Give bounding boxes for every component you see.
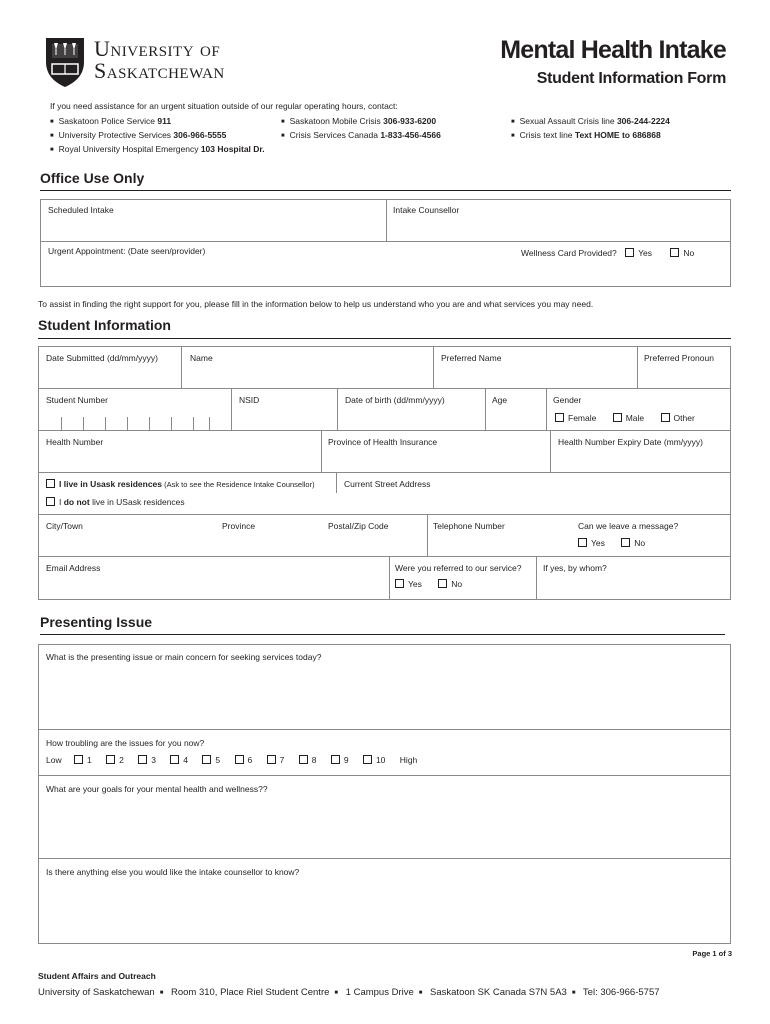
goals-question[interactable]: What are your goals for your mental health and wellness?? — [46, 784, 268, 794]
other-label: Other — [673, 413, 695, 423]
scale-9-checkbox[interactable] — [331, 755, 340, 764]
university-name-line2: Saskatchewan — [94, 58, 225, 83]
gender-female-checkbox[interactable] — [555, 413, 564, 422]
presenting-issue-heading: Presenting Issue — [40, 614, 153, 630]
female-label: Female — [568, 413, 597, 423]
divider — [38, 430, 731, 431]
divider — [38, 729, 731, 730]
footer-item: Saskatoon SK Canada S7N 5A3 — [430, 987, 567, 998]
digit-tick — [61, 417, 62, 430]
anything-else-question[interactable]: Is there anything else you would like the intake counsellor to know? — [46, 867, 300, 877]
not-live-post: live in USask residences — [89, 497, 185, 507]
health-expiry-field[interactable]: Health Number Expiry Date (mm/yyyy) — [558, 437, 704, 447]
student-number-field[interactable]: Student Number — [46, 395, 108, 405]
scale-label: 4 — [183, 755, 189, 765]
not-live-pre: I — [59, 497, 64, 507]
wellness-card-label: Wellness Card Provided? — [521, 248, 617, 258]
no-label: No — [683, 248, 695, 258]
leave-message-options — [578, 538, 645, 548]
digit-tick — [209, 417, 210, 430]
contacts-column-2 — [281, 115, 441, 143]
footer-item: 1 Campus Drive — [345, 987, 414, 998]
referred-yes-checkbox[interactable] — [395, 579, 404, 588]
no-label: No — [451, 579, 463, 589]
live-residence-note: (Ask to see the Residence Intake Counsellor) — [162, 480, 315, 489]
scale-10-checkbox[interactable] — [363, 755, 372, 764]
yes-label: Yes — [591, 538, 605, 548]
digit-tick — [83, 417, 84, 430]
digit-tick — [127, 417, 128, 430]
contact-item: ■ Crisis Services Canada 1-833-456-4566 — [281, 129, 441, 143]
scale-6-checkbox[interactable] — [235, 755, 244, 764]
gender-other-checkbox[interactable] — [661, 413, 670, 422]
divider — [546, 388, 547, 430]
gender-label: Gender — [553, 395, 582, 405]
digit-tick — [105, 417, 106, 430]
referred-by-field[interactable]: If yes, by whom? — [543, 563, 607, 573]
postal-field[interactable]: Postal/Zip Code — [328, 521, 389, 531]
form-title: Mental Health Intake — [500, 36, 726, 64]
divider — [433, 346, 434, 388]
divider — [485, 388, 486, 430]
wellness-no-checkbox[interactable] — [670, 248, 679, 257]
yes-label: Yes — [408, 579, 422, 589]
contact-item: ■ Royal University Hospital Emergency 103 Hospital Dr. — [50, 143, 265, 157]
divider — [337, 388, 338, 430]
low-label: Low — [46, 755, 62, 765]
wellness-yes-checkbox[interactable] — [625, 248, 634, 257]
divider — [637, 346, 638, 388]
intake-counsellor-field[interactable]: Intake Counsellor — [393, 205, 460, 215]
date-submitted-field[interactable]: Date Submitted (dd/mm/yyyy) — [46, 353, 158, 363]
no-label: No — [634, 538, 646, 548]
contact-item: ■ Sexual Assault Crisis line 306-244-2224 — [511, 115, 670, 129]
presenting-issue-box — [38, 644, 731, 944]
office-rule — [40, 190, 731, 191]
contact-item: ■ University Protective Services 306-966-5555 — [50, 129, 265, 143]
health-number-field[interactable]: Health Number — [46, 437, 104, 447]
troubling-question: How troubling are the issues for you now? — [46, 738, 205, 748]
live-residence-label: I live in Usask residences — [59, 479, 163, 489]
presenting-issue-question[interactable]: What is the presenting issue or main concern for seeking services today? — [46, 652, 322, 662]
not-live-residence-checkbox[interactable] — [46, 497, 55, 506]
preferred-name-field[interactable]: Preferred Name — [441, 353, 502, 363]
divider — [386, 199, 387, 241]
university-logo — [44, 36, 274, 90]
referred-no-checkbox[interactable] — [438, 579, 447, 588]
divider — [550, 430, 551, 472]
divider — [336, 472, 337, 493]
divider — [40, 241, 731, 242]
page-number: Page 1 of 3 — [692, 949, 732, 958]
scale-8-checkbox[interactable] — [299, 755, 308, 764]
divider — [389, 556, 390, 600]
leave-message-no-checkbox[interactable] — [621, 538, 630, 547]
divider — [38, 775, 731, 776]
divider — [38, 556, 731, 557]
presenting-rule — [40, 634, 725, 635]
urgent-appointment-field[interactable]: Urgent Appointment: (Date seen/provider) — [48, 246, 206, 256]
scale-5-checkbox[interactable] — [202, 755, 211, 764]
scale-1-checkbox[interactable] — [74, 755, 83, 764]
scale-label: 6 — [247, 755, 253, 765]
scale-label: 9 — [343, 755, 349, 765]
email-field[interactable]: Email Address — [46, 563, 101, 573]
divider — [536, 556, 537, 600]
footer-address: University of Saskatchewan ■ Room 310, Place Riel Student Centre ■ 1 Campus Drive ■ Saskatoon SK Canada S7N 5A3 ■ Tel: 306-966-5757 — [38, 987, 660, 998]
gender-male-checkbox[interactable] — [613, 413, 622, 422]
scale-label: 5 — [215, 755, 221, 765]
scheduled-intake-field[interactable]: Scheduled Intake — [48, 205, 114, 215]
not-live-bold: do not — [63, 497, 90, 507]
divider — [38, 514, 731, 515]
live-residence-checkbox[interactable] — [46, 479, 55, 488]
scale-label: 1 — [86, 755, 92, 765]
city-field[interactable]: City/Town — [46, 521, 83, 531]
footer-item: University of Saskatchewan — [38, 987, 155, 998]
digit-tick — [193, 417, 194, 430]
province-field[interactable]: Province — [222, 521, 256, 531]
nsid-field[interactable]: NSID — [239, 395, 260, 405]
divider — [181, 346, 182, 388]
live-residence-option — [46, 479, 315, 489]
scale-label: 2 — [119, 755, 124, 765]
leave-message-label: Can we leave a message? — [578, 521, 679, 531]
divider — [231, 388, 232, 430]
yes-label: Yes — [638, 248, 652, 258]
scale-label: 8 — [311, 755, 317, 765]
form-subtitle: Student Information Form — [536, 70, 726, 87]
footer-item: Room 310, Place Riel Student Centre — [170, 987, 330, 998]
province-insurance-field[interactable]: Province of Health Insurance — [328, 437, 438, 447]
scale-label: 7 — [279, 755, 285, 765]
scale-7-checkbox[interactable] — [267, 755, 276, 764]
intro-text: To assist in finding the right support for you, please fill in the information below to help us understand who you are and what services you may need. — [38, 299, 594, 309]
preferred-pronoun-field[interactable]: Preferred Pronoun — [644, 353, 714, 363]
digit-tick — [171, 417, 172, 430]
contacts-column-1 — [50, 115, 265, 157]
not-live-residence-option — [46, 497, 185, 507]
scale-label: 10 — [375, 755, 386, 765]
university-crest-icon — [44, 36, 86, 88]
footer-department: Student Affairs and Outreach — [38, 971, 156, 981]
student-rule — [38, 338, 731, 339]
referred-label: Were you referred to our service? — [395, 563, 522, 573]
digit-tick — [149, 417, 150, 430]
student-info-box — [38, 346, 731, 600]
office-use-heading: Office Use Only — [40, 170, 145, 186]
divider — [427, 514, 428, 556]
dob-field[interactable]: Date of birth (dd/mm/yyyy) — [345, 395, 445, 405]
scale-4-checkbox[interactable] — [170, 755, 179, 764]
divider — [38, 858, 731, 859]
university-name-line1: University of — [94, 36, 221, 61]
current-address-field[interactable]: Current Street Address — [344, 479, 431, 489]
divider — [38, 388, 731, 389]
divider — [38, 472, 731, 473]
scale-3-checkbox[interactable] — [138, 755, 147, 764]
contacts-column-3 — [511, 115, 670, 143]
referred-options — [395, 579, 462, 589]
telephone-field[interactable]: Telephone Number — [433, 521, 505, 531]
male-label: Male — [625, 413, 645, 423]
name-field[interactable]: Name — [190, 353, 213, 363]
gender-options — [555, 413, 695, 423]
high-label: High — [399, 755, 418, 765]
scale-label: 3 — [151, 755, 156, 765]
contact-item: ■ Saskatoon Mobile Crisis 306-933-6200 — [281, 115, 441, 129]
student-info-heading: Student Information — [38, 317, 171, 333]
footer-item: Tel: 306-966-5757 — [582, 987, 660, 998]
wellness-card-group — [521, 248, 694, 258]
troubling-scale — [46, 755, 417, 765]
divider — [321, 430, 322, 472]
scale-2-checkbox[interactable] — [106, 755, 115, 764]
contact-item: ■ Saskatoon Police Service 911 — [50, 115, 265, 129]
leave-message-yes-checkbox[interactable] — [578, 538, 587, 547]
contact-item: ■ Crisis text line Text HOME to 686868 — [511, 129, 670, 143]
age-field[interactable]: Age — [492, 395, 508, 405]
assist-text: If you need assistance for an urgent situation outside of our regular operating hours, contact: — [50, 101, 398, 111]
